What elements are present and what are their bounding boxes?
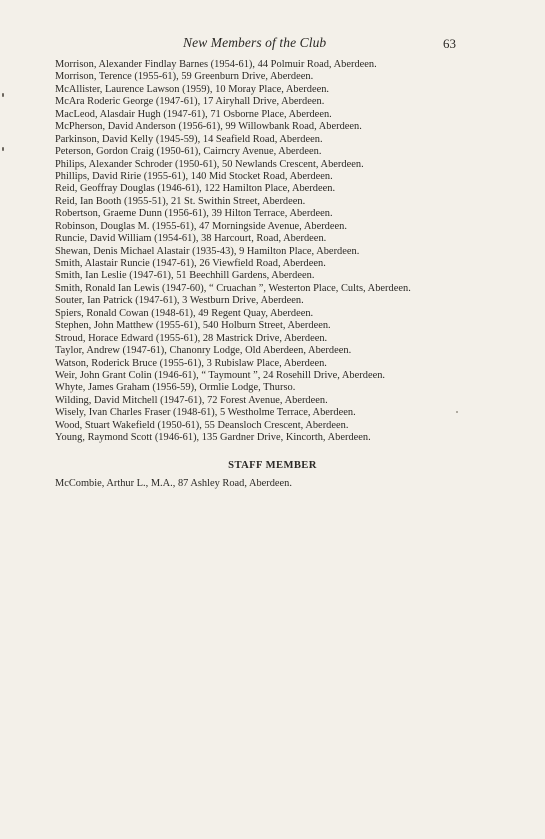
member-entry: Taylor, Andrew (1947-61), Chanonry Lodge, Old Aberdeen, Aberdeen. — [55, 345, 352, 357]
member-entry: Morrison, Terence (1955-61), 59 Greenburn Drive, Aberdeen. — [55, 71, 314, 83]
member-entry: Peterson, Gordon Craig (1950-61), Cairncry Avenue, Aberdeen. — [55, 146, 322, 158]
member-entry: Whyte, James Graham (1956-59), Ormlie Lodge, Thurso. — [55, 382, 296, 394]
member-entry: Wisely, Ivan Charles Fraser (1948-61), 5 Westholme Terrace, Aberdeen. — [55, 407, 356, 419]
member-entry: Smith, Alastair Runcie (1947-61), 26 Viewfield Road, Aberdeen. — [55, 258, 326, 269]
member-entry: Parkinson, David Kelly (1945-59), 14 Seafield Road, Aberdeen. — [55, 133, 323, 145]
member-entry: MacLeod, Alasdair Hugh (1947-61), 71 Osborne Place, Aberdeen. — [55, 108, 332, 120]
member-entry: Robertson, Graeme Dunn (1956-61), 39 Hilton Terrace, Aberdeen. — [55, 208, 333, 220]
member-entry: Watson, Roderick Bruce (1955-61), 3 Rubislaw Place, Aberdeen. — [55, 357, 327, 369]
member-entry: Weir, John Grant Colin (1946-61), “ Taymount ”, 24 Rosehill Drive, Aberdeen. — [55, 369, 386, 381]
page-number: 63 — [443, 36, 456, 51]
running-title: New Members of the Club — [183, 35, 327, 50]
member-entry: Robinson, Douglas M. (1955-61), 47 Morningside Avenue, Aberdeen. — [55, 220, 347, 232]
margin-mark — [2, 93, 4, 97]
staff-member-heading: STAFF MEMBER — [228, 460, 317, 471]
paper-speck — [456, 411, 458, 413]
member-entry: Reid, Ian Booth (1955-51), 21 St. Swithin Street, Aberdeen. — [55, 195, 306, 207]
member-entry: Young, Raymond Scott (1946-61), 135 Gardner Drive, Kincorth, Aberdeen. — [55, 432, 371, 444]
member-entry: Runcie, David William (1954-61), 38 Harcourt, Road, Aberdeen. — [55, 233, 327, 245]
member-entry: McPherson, David Anderson (1956-61), 99 Willowbank Road, Aberdeen. — [55, 121, 362, 133]
page-header — [0, 35, 545, 53]
member-entry: McAra Roderic George (1947-61), 17 Airyhall Drive, Aberdeen. — [55, 96, 325, 108]
member-entry: Stroud, Horace Edward (1955-61), 28 Mastrick Drive, Aberdeen. — [55, 332, 328, 344]
member-entry: Morrison, Alexander Findlay Barnes (1954-61), 44 Polmuir Road, Aberdeen. — [55, 59, 377, 70]
member-entry: Smith, Ronald Ian Lewis (1947-60), “ Cruachan ”, Westerton Place, Cults, Aberdeen. — [55, 282, 411, 294]
staff-member-entry: McCombie, Arthur L., M.A., 87 Ashley Road, Aberdeen. — [55, 478, 292, 489]
new-members-list — [55, 59, 485, 445]
member-entry: Wood, Stuart Wakefield (1950-61), 55 Deansloch Crescent, Aberdeen. — [55, 419, 349, 431]
member-entry: Spiers, Ronald Cowan (1948-61), 49 Regent Quay, Aberdeen. — [55, 307, 314, 319]
member-entry: Souter, Ian Patrick (1947-61), 3 Westburn Drive, Aberdeen. — [55, 295, 304, 307]
member-entry: Shewan, Denis Michael Alastair (1935-43), 9 Hamilton Place, Aberdeen. — [55, 245, 360, 257]
member-entry: Stephen, John Matthew (1955-61), 540 Holburn Street, Aberdeen. — [55, 320, 331, 332]
member-entry: Wilding, David Mitchell (1947-61), 72 Forest Avenue, Aberdeen. — [55, 394, 328, 406]
margin-mark — [2, 147, 4, 151]
member-entry: McAllister, Laurence Lawson (1959), 10 Moray Place, Aberdeen. — [55, 83, 330, 95]
member-entry: Phillips, David Ririe (1955-61), 140 Mid Stocket Road, Aberdeen. — [55, 170, 333, 182]
member-entry: Philips, Alexander Schroder (1950-61), 50 Newlands Crescent, Aberdeen. — [55, 158, 364, 170]
member-entry: Smith, Ian Leslie (1947-61), 51 Beechhill Gardens, Aberdeen. — [55, 270, 315, 282]
member-entry: Reid, Geoffray Douglas (1946-61), 122 Hamilton Place, Aberdeen. — [55, 183, 336, 195]
